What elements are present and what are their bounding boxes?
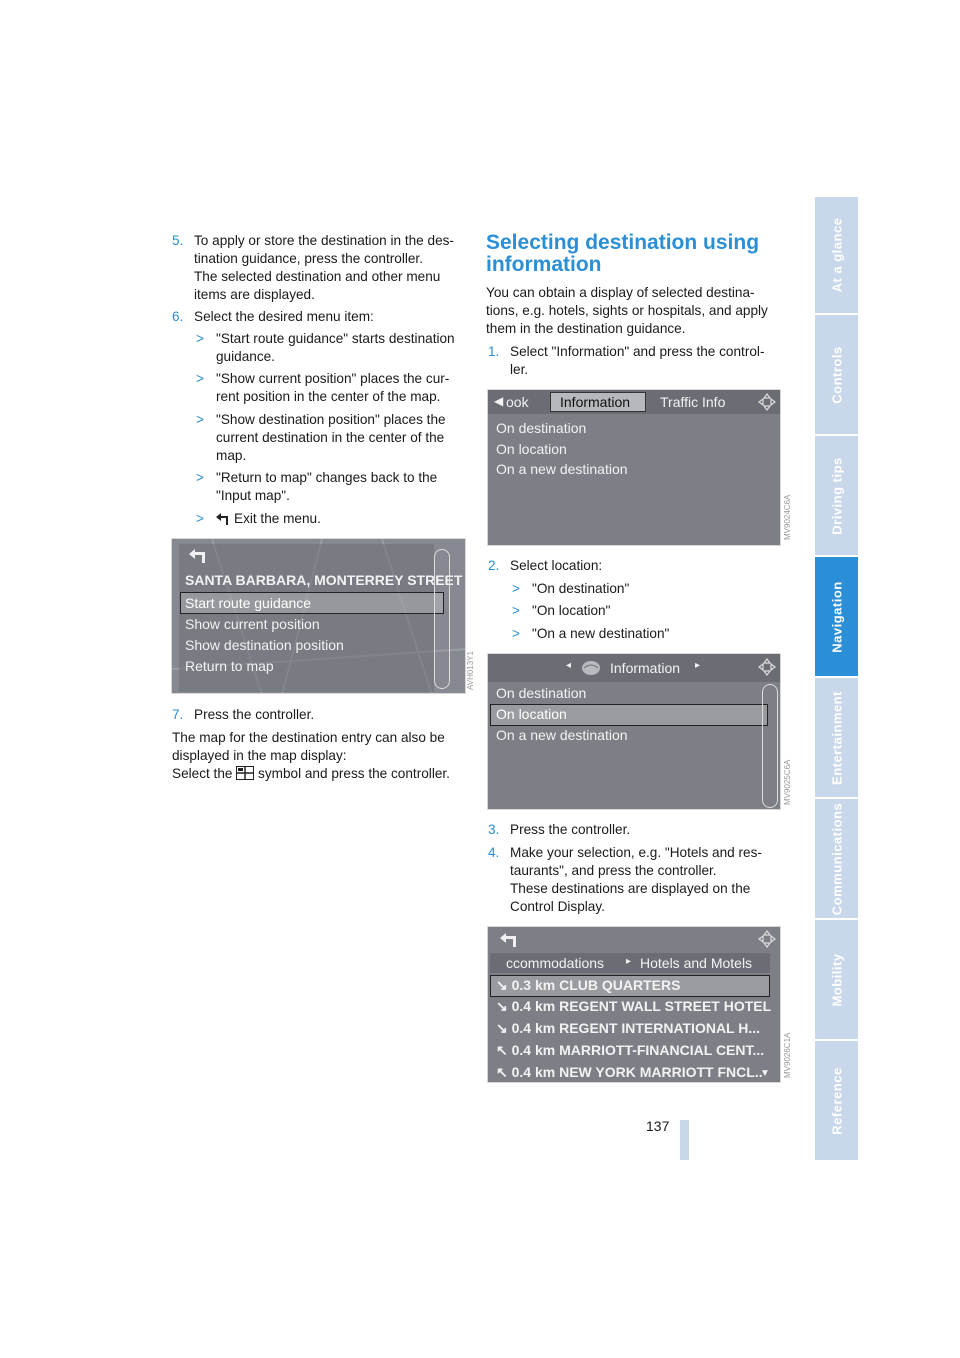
- menu-item-start-route-guidance[interactable]: Start route guidance: [185, 595, 312, 611]
- chapter-sidebar: [815, 197, 858, 1160]
- step-3: 3. Press the controller.: [488, 822, 631, 837]
- figure-code: MV9026C1A: [783, 1032, 792, 1078]
- figure-code: MV9025C6A: [783, 759, 792, 805]
- compass-icon[interactable]: [758, 658, 776, 676]
- bullet-show-current: > "Show current position" places the cur- rent position in the center of the map.: [196, 371, 450, 404]
- menu-item-show-destination-position[interactable]: Show destination position: [185, 637, 344, 653]
- map-paragraph-line3: Select the symbol and press the controller.: [172, 766, 450, 781]
- tab-controls[interactable]: Controls: [815, 315, 858, 436]
- tab-scroll-left-icon[interactable]: ◀: [494, 394, 504, 408]
- direction-arrow-icon: ↖: [496, 1042, 508, 1058]
- bullet-on-location: > "On location": [512, 603, 611, 618]
- screen-information-tabs: [487, 389, 781, 546]
- map-paragraph-line2: displayed in the map display:: [172, 748, 347, 763]
- bullet-on-new-destination: > "On a new destination": [512, 626, 670, 641]
- tab-traffic-info[interactable]: Traffic Info: [660, 394, 726, 410]
- list-item[interactable]: ↖ 0.4 km MARRIOTT-FINANCIAL CENT...: [496, 1042, 765, 1058]
- map-paragraph-line1: The map for the destination entry can also be: [172, 730, 445, 745]
- page-number-bar: [680, 1120, 689, 1160]
- menu-item-on-new-destination[interactable]: On a new destination: [496, 727, 628, 743]
- compass-icon[interactable]: [758, 393, 776, 411]
- direction-arrow-icon: ↘: [496, 977, 508, 993]
- map-split-icon: [236, 766, 254, 780]
- tab-driving-tips[interactable]: Driving tips: [815, 436, 858, 557]
- intro-line1: You can obtain a display of selected destina-: [486, 285, 755, 300]
- back-arrow-icon[interactable]: [497, 932, 519, 948]
- screen-hotel-list: [487, 926, 781, 1083]
- compass-icon[interactable]: [758, 930, 776, 948]
- page-number: 137: [646, 1118, 670, 1134]
- tab-entertainment[interactable]: Entertainment: [815, 678, 858, 799]
- step-6: 6. Select the desired menu item:: [172, 309, 374, 324]
- scrollbar[interactable]: [434, 549, 450, 689]
- menu-item-on-new-destination[interactable]: On a new destination: [496, 461, 628, 477]
- bullet-return-map: > "Return to map" changes back to the "Input map".: [196, 470, 438, 503]
- tab-navigation[interactable]: Navigation: [815, 557, 858, 678]
- section-heading-line1: Selecting destination using: [486, 231, 760, 254]
- menu-item-on-destination[interactable]: On destination: [496, 685, 587, 701]
- menu-item-on-destination[interactable]: On destination: [496, 420, 587, 436]
- figure-code: AVH013Y1: [466, 651, 475, 690]
- step-2: 2. Select location:: [488, 558, 603, 573]
- tab-information-label: Information: [560, 394, 631, 410]
- breadcrumb-accommodations[interactable]: ccommodations: [506, 955, 605, 971]
- intro-line3: them in the destination guidance.: [486, 321, 686, 336]
- direction-arrow-icon: ↘: [496, 998, 508, 1014]
- step-1: 1. Select "Information" and press the control- ler.: [488, 344, 765, 377]
- chevron-right-icon: ▸: [626, 956, 632, 967]
- bullet-start-route: > "Start route guidance" starts destination guidance.: [196, 331, 455, 364]
- tab-at-a-glance[interactable]: At a glance: [815, 197, 858, 315]
- back-arrow-icon[interactable]: [186, 548, 208, 564]
- tab-reference[interactable]: Reference: [815, 1041, 858, 1160]
- menu-item-on-location[interactable]: On location: [496, 706, 567, 722]
- menu-item-on-location[interactable]: On location: [496, 441, 567, 457]
- bullet-show-destination: > "Show destination position" places the current destination in the center of the map.: [196, 412, 446, 463]
- screen-destination-menu: [171, 538, 466, 694]
- direction-arrow-icon: ↖: [496, 1064, 508, 1080]
- bullet-on-destination: > "On destination": [512, 581, 630, 596]
- figure-code: MV9024C6A: [783, 494, 792, 540]
- list-item[interactable]: ↘ 0.4 km REGENT INTERNATIONAL H...: [496, 1020, 761, 1036]
- bullet-exit: > Exit the menu.: [196, 511, 321, 526]
- scroll-down-icon[interactable]: ▼: [760, 1068, 770, 1079]
- destination-address: SANTA BARBARA, MONTERREY STREET: [185, 572, 463, 588]
- hotel-list: [488, 977, 781, 1083]
- list-item[interactable]: ↘ 0.4 km REGENT WALL STREET HOTEL: [496, 998, 772, 1014]
- step-4: 4. Make your selection, e.g. "Hotels and res- taurants", and press the controller. These destinations are displayed on the Control Display.: [488, 845, 762, 914]
- intro-line2: tions, e.g. hotels, sights or hospitals, and apply: [486, 303, 768, 318]
- back-arrow-icon: [213, 512, 231, 526]
- scrollbar[interactable]: [762, 684, 778, 808]
- list-item[interactable]: ↖ 0.4 km NEW YORK MARRIOTT FNCL..: [496, 1064, 763, 1080]
- tab-address-book[interactable]: ook: [506, 394, 529, 410]
- tab-mobility[interactable]: Mobility: [815, 920, 858, 1041]
- chevron-left-icon[interactable]: ◂: [566, 660, 572, 671]
- menu-item-return-to-map[interactable]: Return to map: [185, 658, 274, 674]
- header-information: Information: [610, 660, 681, 676]
- screen-information-locations: [487, 653, 781, 810]
- chevron-right-icon[interactable]: ▸: [695, 660, 701, 671]
- section-heading-line2: information: [486, 253, 602, 276]
- tab-communications[interactable]: Communications: [815, 799, 858, 920]
- step-7: 7. Press the controller.: [172, 707, 315, 722]
- step-5: 5. To apply or store the destination in the des- tination guidance, press the controller. The selected destination and other menu items are displayed.: [172, 233, 454, 302]
- menu-item-show-current-position[interactable]: Show current position: [185, 616, 320, 632]
- direction-arrow-icon: ↘: [496, 1020, 508, 1036]
- breadcrumb-hotels-motels[interactable]: Hotels and Motels: [640, 955, 753, 971]
- information-globe-icon: [580, 659, 602, 677]
- list-item[interactable]: ↘ 0.3 km CLUB QUARTERS: [496, 977, 681, 993]
